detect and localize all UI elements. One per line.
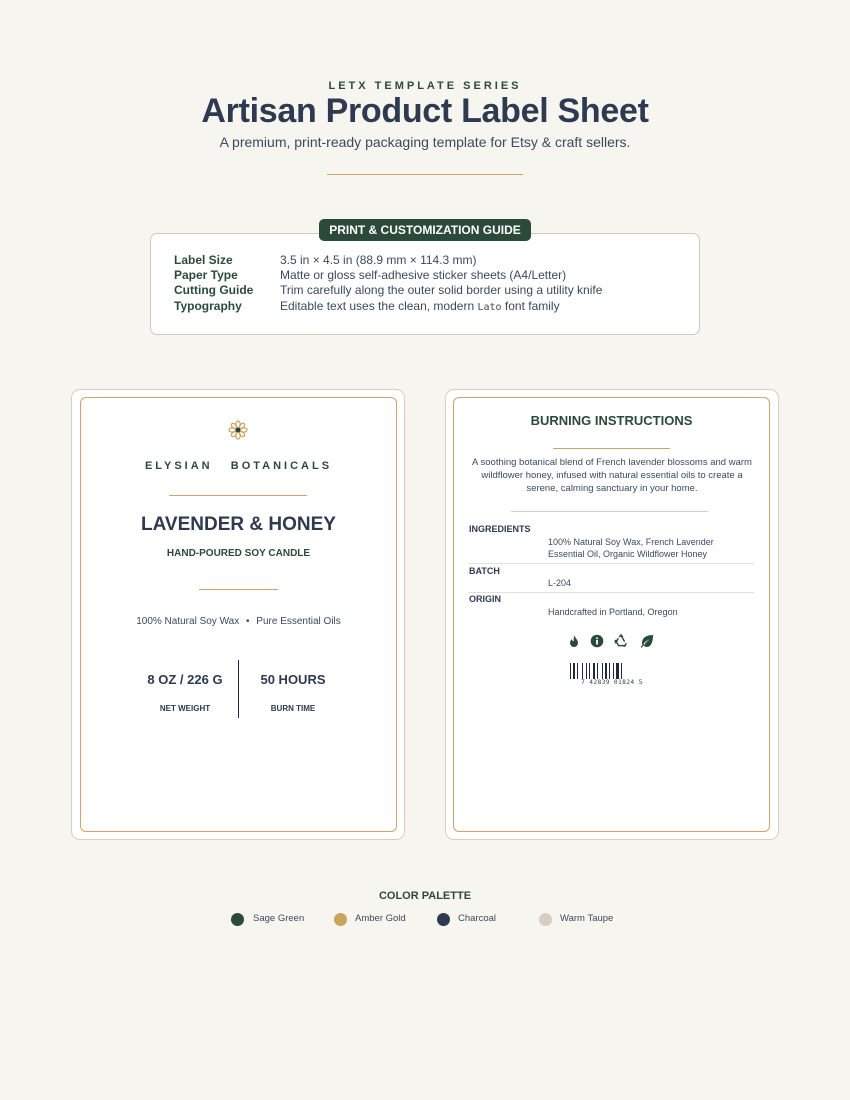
barcode-bar: [577, 663, 578, 679]
spec-key-ingredients: INGREDIENTS: [469, 524, 531, 534]
swatch-label: Warm Taupe: [560, 913, 614, 924]
back-divider-2: [511, 511, 708, 512]
guide-value: [280, 299, 700, 313]
spec-value-origin: Handcrafted in Portland, Oregon: [548, 607, 678, 617]
guide-value: 3.5 in × 4.5 in (88.9 mm × 114.3 mm): [280, 253, 477, 267]
guide-value: Trim carefully along the outer solid border using a utility knife: [280, 283, 603, 297]
spec-value-batch: L-204: [548, 578, 572, 588]
barcode-bar: [582, 663, 583, 679]
swatch-label: Charcoal: [458, 913, 497, 924]
guide-key: Label Size: [174, 253, 233, 267]
guide-key: Cutting Guide: [174, 283, 254, 297]
recycle-icon: [614, 634, 628, 648]
barcode-bar: [586, 663, 587, 679]
barcode-bar: [593, 663, 595, 679]
guide-value-text: Editable text uses the clean, modern: [280, 299, 478, 313]
barcode-bar: [616, 663, 619, 679]
leaf-icon: [640, 634, 654, 648]
info-icon: [590, 634, 604, 648]
header-divider: [327, 174, 523, 175]
product-name: LAVENDER & HONEY: [141, 514, 336, 535]
page-subtitle: A premium, print-ready packaging template for Etsy & craft sellers.: [219, 134, 631, 150]
feature-2: Pure Essential Oils: [256, 616, 341, 627]
barcode-bar: [609, 663, 610, 679]
flower-icon: [228, 420, 248, 440]
front-divider-2: [199, 589, 278, 590]
barcode-bar: [621, 663, 622, 679]
net-weight-label: NET WEIGHT: [159, 704, 211, 713]
barcode-bar: [597, 663, 598, 679]
guide-badge: PRINT & CUSTOMIZATION GUIDE: [319, 219, 531, 241]
barcode-bar: [589, 663, 590, 679]
guide-value-text: font family: [501, 299, 560, 313]
product-subtitle: HAND-POURED SOY CANDLE: [166, 548, 311, 559]
palette-title: COLOR PALETTE: [378, 890, 472, 902]
barcode: [570, 663, 654, 679]
spec-divider: [468, 563, 754, 564]
page-title: Artisan Product Label Sheet: [201, 92, 649, 130]
barcode-bar: [605, 663, 607, 679]
back-label-title: BURNING INSTRUCTIONS: [530, 413, 693, 428]
burn-time-label: BURN TIME: [270, 704, 316, 713]
guide-value: Matte or gloss self-adhesive sticker sheets (A4/Letter): [280, 268, 567, 282]
burn-time-value: 50 HOURS: [260, 672, 326, 687]
spec-value-ingredients: 100% Natural Soy Wax, French Lavender Essential Oil, Organic Wildflower Honey: [548, 537, 714, 559]
barcode-bar: [573, 663, 575, 679]
barcode-bar: [613, 663, 614, 679]
spec-key-origin: ORIGIN: [469, 594, 502, 604]
swatch-sage-green: [231, 913, 244, 926]
product-description: A soothing botanical blend of French lavender blossoms and warm wildflower honey, infused with natural essential oils to create a serene, calming sanctuary in your home.: [472, 457, 752, 494]
flame-icon: [567, 634, 581, 648]
bullet-separator: •: [246, 616, 250, 627]
series-label: LETX TEMPLATE SERIES: [328, 80, 522, 92]
barcode-number: 7 42839 01824 5: [581, 679, 643, 686]
guide-key: Typography: [174, 299, 242, 313]
spec-key-batch: BATCH: [469, 566, 500, 576]
barcode-bar: [570, 663, 571, 679]
font-name-code: Lato: [477, 302, 502, 313]
barcode-bar: [602, 663, 603, 679]
feature-line: [81, 616, 396, 627]
swatch-label: Amber Gold: [355, 913, 406, 924]
swatch-label: Sage Green: [253, 913, 305, 924]
back-divider-1: [553, 448, 670, 449]
swatch-amber-gold: [334, 913, 347, 926]
feature-1: 100% Natural Soy Wax: [136, 616, 240, 627]
guide-key: Paper Type: [174, 268, 238, 282]
brand-name: ELYSIAN BOTANICALS: [144, 460, 333, 472]
front-divider-1: [169, 495, 307, 496]
swatch-warm-taupe: [539, 913, 552, 926]
swatch-charcoal: [437, 913, 450, 926]
spec-divider: [468, 592, 754, 593]
net-weight-value: 8 OZ / 226 G: [147, 672, 223, 687]
